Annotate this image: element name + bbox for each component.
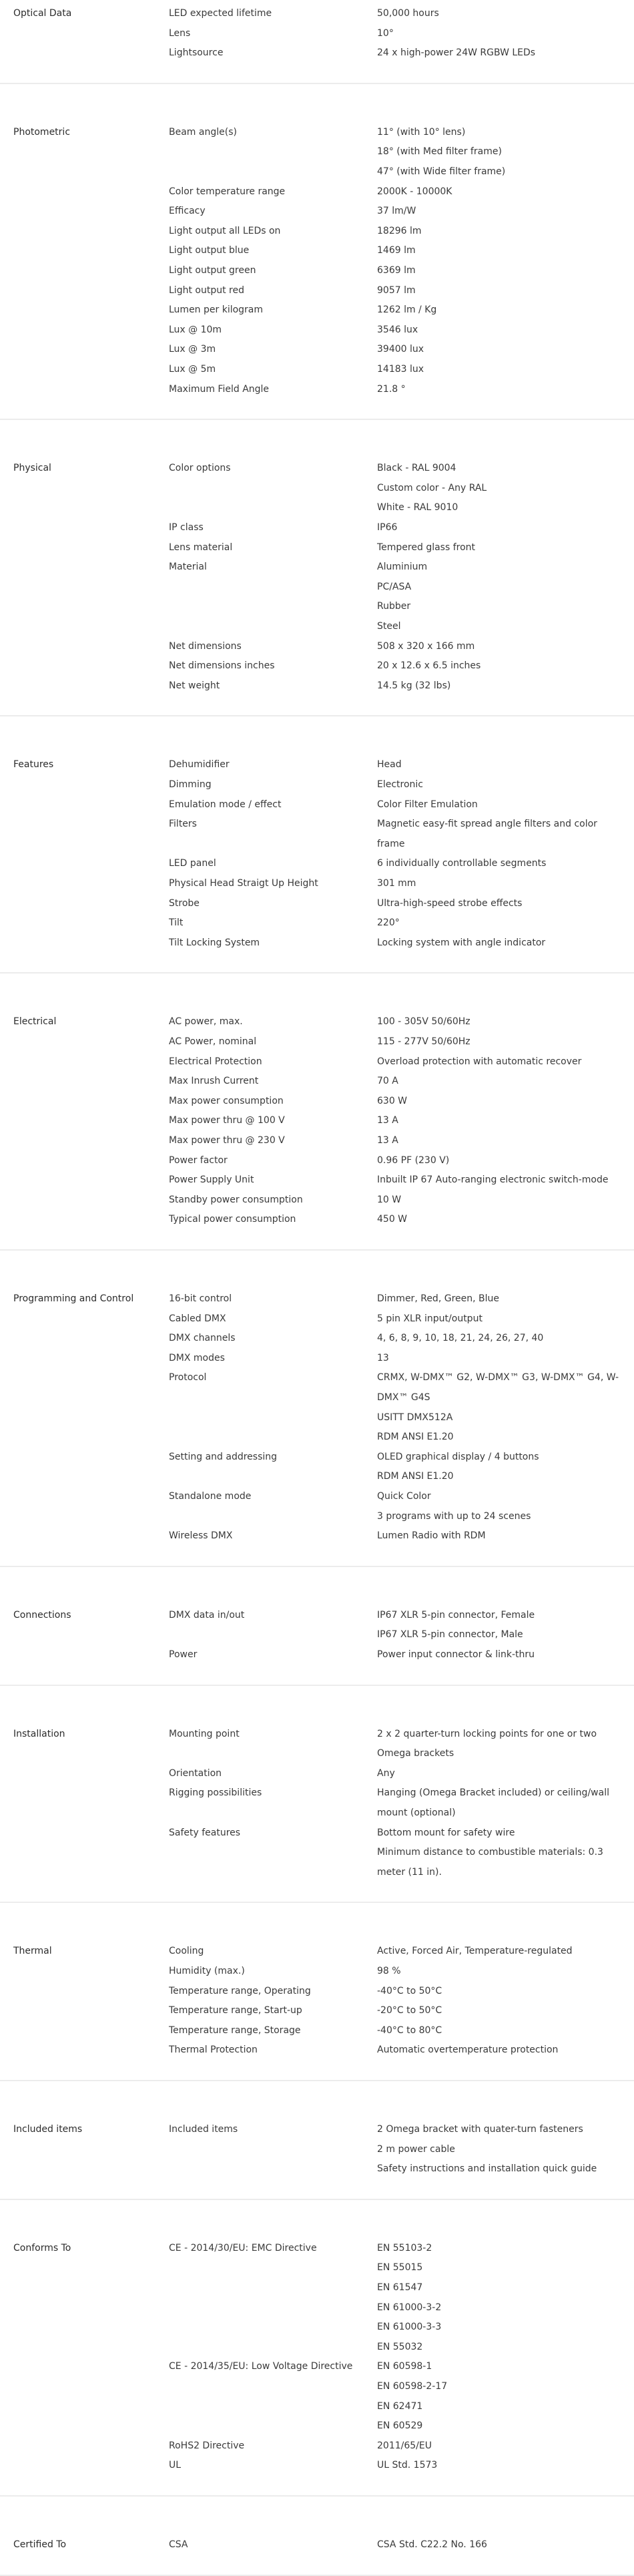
spec-section	[0, 1605, 634, 1686]
spec-label: CE - 2014/35/EU: Low Voltage Directive	[169, 2361, 353, 2372]
spec-row	[0, 2000, 634, 2020]
spec-row	[0, 913, 634, 933]
spec-value: 3 programs with up to 24 scenes	[377, 1510, 531, 1522]
spec-row	[0, 596, 634, 616]
section-title: Conforms To	[13, 2242, 71, 2253]
spec-label: Mounting point	[169, 1728, 240, 1739]
spec-value: CRMX, W-DMX™ G2, W-DMX™ G3, W-DMX™ G4, W-	[377, 1372, 619, 1383]
spec-row	[0, 1209, 634, 1229]
spec-label: 16-bit control	[169, 1293, 232, 1304]
spec-label: Electrical Protection	[169, 1056, 262, 1067]
spec-value: 450 W	[377, 1214, 408, 1225]
spec-row	[0, 1842, 634, 1862]
spec-value: Automatic overtemperature protection	[377, 2045, 559, 2056]
spec-value: Rubber	[377, 601, 411, 612]
spec-row	[0, 1190, 634, 1210]
spec-value: EN 61000-3-3	[377, 2322, 442, 2333]
spec-value: DMX™ G4S	[377, 1392, 430, 1403]
spec-section	[0, 2535, 634, 2576]
spec-value: EN 61547	[377, 2282, 423, 2293]
spec-row	[0, 1387, 634, 1408]
spec-row	[0, 775, 634, 795]
spec-label: Protocol	[169, 1372, 207, 1383]
spec-row	[0, 2356, 634, 2376]
spec-row	[0, 893, 634, 913]
spec-row	[0, 853, 634, 873]
spec-row	[0, 1091, 634, 1111]
spec-label: Tilt	[169, 917, 184, 929]
spec-label: Lens	[169, 27, 191, 39]
spec-label: Power	[169, 1649, 198, 1660]
spec-row	[0, 1447, 634, 1467]
spec-label: Efficacy	[169, 206, 206, 217]
spec-value: 14.5 kg (32 lbs)	[377, 680, 451, 691]
spec-value: Hanging (Omega Bracket included) or ceiling/wall	[377, 1787, 609, 1799]
spec-value: Steel	[377, 620, 401, 632]
spec-label: Power Supply Unit	[169, 1174, 254, 1186]
spec-section	[0, 1724, 634, 1904]
spec-value: 2 m power cable	[377, 2143, 455, 2155]
spec-row	[0, 182, 634, 202]
spec-value: 2011/65/EU	[377, 2440, 432, 2451]
spec-label: Lightsource	[169, 47, 224, 59]
spec-value: EN 60598-2-17	[377, 2380, 448, 2392]
spec-label: Lumen per kilogram	[169, 304, 264, 316]
spec-row	[0, 2119, 634, 2139]
spec-value: 5 pin XLR input/output	[377, 1313, 483, 1324]
spec-row	[0, 2396, 634, 2416]
spec-label: Cabled DMX	[169, 1313, 226, 1324]
spec-row	[0, 1803, 634, 1823]
spec-row	[0, 260, 634, 280]
spec-row	[0, 300, 634, 320]
spec-label: RoHS2 Directive	[169, 2440, 245, 2451]
spec-value: EN 55015	[377, 2262, 423, 2274]
spec-label: Net dimensions	[169, 640, 242, 652]
spec-label: AC Power, nominal	[169, 1036, 257, 1047]
spec-row	[0, 538, 634, 558]
spec-label: Rigging possibilities	[169, 1787, 262, 1799]
spec-row	[0, 1625, 634, 1645]
spec-row	[0, 1862, 634, 1882]
spec-row	[0, 1724, 634, 1744]
section-title: Thermal	[13, 1946, 52, 1957]
spec-row	[0, 280, 634, 300]
spec-label: Material	[169, 562, 207, 573]
spec-row	[0, 1150, 634, 1170]
spec-row	[0, 320, 634, 340]
spec-row	[0, 1506, 634, 1526]
spec-row	[0, 2278, 634, 2298]
spec-label: Max power thru @ 230 V	[169, 1134, 285, 1146]
spec-value: 4, 6, 8, 9, 10, 18, 21, 24, 26, 27, 40	[377, 1333, 544, 1344]
spec-row	[0, 2238, 634, 2258]
spec-section	[0, 1289, 634, 1567]
spec-label: Power factor	[169, 1154, 228, 1166]
spec-value: Minimum distance to combustible materials: 0.3	[377, 1847, 603, 1858]
spec-value: EN 60598-1	[377, 2361, 432, 2372]
spec-value: IP66	[377, 521, 398, 533]
spec-row	[0, 873, 634, 893]
spec-row	[0, 2535, 634, 2555]
spec-row	[0, 795, 634, 815]
spec-label: Net dimensions inches	[169, 660, 275, 672]
spec-value: 14183 lux	[377, 363, 424, 375]
spec-row	[0, 1645, 634, 1665]
spec-value: -40°C to 50°C	[377, 1985, 442, 1996]
spec-row	[0, 2020, 634, 2041]
spec-value: Power input connector & link-thru	[377, 1649, 535, 1660]
spec-value: White - RAL 9010	[377, 502, 458, 513]
spec-label: Temperature range, Start-up	[169, 2005, 302, 2016]
spec-label: Wireless DMX	[169, 1530, 233, 1542]
spec-row	[0, 2416, 634, 2436]
spec-value: Tempered glass front	[377, 542, 476, 553]
spec-label: Lux @ 3m	[169, 344, 216, 355]
spec-value: Magnetic easy-fit spread angle filters and color	[377, 819, 597, 830]
spec-label: Light output green	[169, 264, 256, 276]
spec-label: Dehumidifier	[169, 759, 230, 771]
spec-label: LED panel	[169, 858, 216, 869]
spec-label: Lens material	[169, 542, 233, 553]
spec-row	[0, 1130, 634, 1150]
spec-value: 2 Omega bracket with quater-turn fasteners	[377, 2124, 583, 2135]
spec-row	[0, 2159, 634, 2179]
spec-value: Bottom mount for safety wire	[377, 1827, 515, 1838]
spec-label: Max power thru @ 100 V	[169, 1115, 285, 1126]
spec-value: EN 62471	[377, 2400, 423, 2412]
spec-label: Emulation mode / effect	[169, 799, 282, 810]
spec-row	[0, 1012, 634, 1032]
spec-label: Max Inrush Current	[169, 1076, 259, 1087]
spec-label: Strobe	[169, 897, 200, 909]
spec-value: RDM ANSI E1.20	[377, 1471, 454, 1482]
spec-value: Lumen Radio with RDM	[377, 1530, 486, 1542]
spec-label: Setting and addressing	[169, 1451, 278, 1462]
section-title: Programming and Control	[13, 1293, 134, 1304]
spec-row	[0, 43, 634, 63]
spec-label: DMX modes	[169, 1352, 225, 1363]
spec-value: 6 individually controllable segments	[377, 858, 547, 869]
spec-label: Color temperature range	[169, 186, 286, 197]
spec-value: Black - RAL 9004	[377, 463, 456, 474]
spec-label: Typical power consumption	[169, 1214, 296, 1225]
spec-label: Temperature range, Operating	[169, 1985, 311, 1996]
spec-value: 20 x 12.6 x 6.5 inches	[377, 660, 481, 672]
spec-label: Safety features	[169, 1827, 241, 1838]
spec-value: PC/ASA	[377, 581, 412, 592]
spec-value: 24 x high-power 24W RGBW LEDs	[377, 47, 536, 59]
spec-value: 100 - 305V 50/60Hz	[377, 1016, 470, 1028]
spec-row	[0, 2040, 634, 2060]
spec-row	[0, 2139, 634, 2159]
spec-row	[0, 1170, 634, 1190]
spec-row	[0, 379, 634, 399]
spec-value: Overload protection with automatic recover	[377, 1056, 582, 1067]
spec-row	[0, 1981, 634, 2001]
spec-value: 0.96 PF (230 V)	[377, 1154, 450, 1166]
spec-row	[0, 142, 634, 162]
spec-row	[0, 1052, 634, 1072]
spec-value: 18296 lm	[377, 225, 422, 236]
spec-label: Lux @ 10m	[169, 324, 222, 335]
spec-row	[0, 1110, 634, 1130]
spec-label: Dimming	[169, 779, 212, 790]
spec-value: 1262 lm / Kg	[377, 304, 437, 316]
spec-label: Net weight	[169, 680, 220, 691]
spec-row	[0, 1823, 634, 1843]
spec-row	[0, 162, 634, 182]
spec-label: Beam angle(s)	[169, 126, 237, 138]
spec-row	[0, 636, 634, 656]
spec-value: 18° (with Med filter frame)	[377, 146, 502, 158]
spec-row	[0, 1032, 634, 1052]
spec-row	[0, 2376, 634, 2396]
spec-value: 47° (with Wide filter frame)	[377, 166, 506, 177]
spec-row	[0, 2298, 634, 2318]
spec-row	[0, 814, 634, 834]
spec-section	[0, 2119, 634, 2200]
spec-value: Locking system with angle indicator	[377, 937, 546, 948]
spec-row	[0, 2436, 634, 2456]
spec-label: DMX data in/out	[169, 1609, 245, 1621]
spec-label: Cooling	[169, 1946, 204, 1957]
spec-label: CE - 2014/30/EU: EMC Directive	[169, 2242, 317, 2253]
spec-row	[0, 1348, 634, 1368]
spec-value: 115 - 277V 50/60Hz	[377, 1036, 470, 1047]
spec-value: Ultra-high-speed strobe effects	[377, 897, 523, 909]
spec-label: CSA	[169, 2539, 188, 2550]
spec-label: Temperature range, Storage	[169, 2024, 301, 2036]
spec-row	[0, 23, 634, 43]
spec-value: 13 A	[377, 1134, 398, 1146]
spec-row	[0, 1605, 634, 1625]
spec-value: RDM ANSI E1.20	[377, 1432, 454, 1443]
spec-label: Tilt Locking System	[169, 937, 260, 948]
spec-label: Maximum Field Angle	[169, 383, 270, 395]
spec-label: Humidity (max.)	[169, 1965, 245, 1976]
spec-row	[0, 1783, 634, 1803]
spec-row	[0, 201, 634, 221]
spec-row	[0, 755, 634, 775]
spec-row	[0, 359, 634, 379]
spec-value: Safety instructions and installation quick guide	[377, 2163, 597, 2175]
spec-label: Filters	[169, 819, 197, 830]
spec-value: Color Filter Emulation	[377, 799, 478, 810]
spec-section	[0, 122, 634, 420]
spec-value: Any	[377, 1767, 395, 1779]
spec-row	[0, 221, 634, 241]
spec-row	[0, 616, 634, 636]
spec-row	[0, 517, 634, 538]
spec-row	[0, 557, 634, 577]
spec-row	[0, 1486, 634, 1506]
spec-value: 2 x 2 quarter-turn locking points for one or two	[377, 1728, 597, 1739]
spec-value: Aluminium	[377, 562, 428, 573]
section-title: Photometric	[13, 126, 71, 138]
spec-label: Color options	[169, 463, 231, 474]
spec-value: 98 %	[377, 1965, 401, 1976]
spec-value: 630 W	[377, 1095, 408, 1106]
spec-value: 21.8 °	[377, 383, 406, 395]
spec-row	[0, 1763, 634, 1783]
spec-value: 70 A	[377, 1076, 398, 1087]
spec-value: frame	[377, 838, 405, 849]
spec-label: UL	[169, 2460, 182, 2471]
spec-label: DMX channels	[169, 1333, 236, 1344]
spec-value: Custom color - Any RAL	[377, 482, 487, 493]
spec-row	[0, 1743, 634, 1763]
spec-value: Dimmer, Red, Green, Blue	[377, 1293, 499, 1304]
spec-section	[0, 755, 634, 974]
spec-section	[0, 3, 634, 84]
spec-label: Physical Head Straigt Up Height	[169, 877, 318, 889]
spec-value: 301 mm	[377, 877, 416, 889]
spec-value: 3546 lux	[377, 324, 418, 335]
spec-label: Light output all LEDs on	[169, 225, 281, 236]
spec-value: 1469 lm	[377, 245, 416, 256]
spec-label: Max power consumption	[169, 1095, 284, 1106]
spec-row	[0, 458, 634, 478]
spec-value: Electronic	[377, 779, 424, 790]
spec-row	[0, 1941, 634, 1961]
spec-value: USITT DMX512A	[377, 1412, 453, 1423]
spec-value: 10°	[377, 27, 394, 39]
spec-row	[0, 497, 634, 517]
spec-label: LED expected lifetime	[169, 8, 272, 19]
section-title: Included items	[13, 2124, 83, 2135]
spec-value: EN 55103-2	[377, 2242, 432, 2253]
spec-row	[0, 834, 634, 854]
spec-value: 13 A	[377, 1115, 398, 1126]
spec-value: 508 x 320 x 166 mm	[377, 640, 475, 652]
spec-row	[0, 1961, 634, 1981]
spec-row	[0, 1526, 634, 1546]
spec-value: EN 55032	[377, 2341, 423, 2352]
spec-value: mount (optional)	[377, 1807, 456, 1818]
spec-label: Light output red	[169, 284, 244, 296]
spec-value: Active, Forced Air, Temperature-regulated	[377, 1946, 573, 1957]
spec-value: 13	[377, 1352, 389, 1363]
spec-row	[0, 1289, 634, 1309]
spec-label: Standby power consumption	[169, 1194, 303, 1205]
spec-label: Lux @ 5m	[169, 363, 216, 375]
spec-row	[0, 2455, 634, 2475]
spec-value: 39400 lux	[377, 344, 424, 355]
spec-row	[0, 1367, 634, 1387]
spec-value: UL Std. 1573	[377, 2460, 438, 2471]
spec-row	[0, 676, 634, 696]
spec-value: IP67 XLR 5-pin connector, Female	[377, 1609, 535, 1621]
spec-value: -20°C to 50°C	[377, 2005, 442, 2016]
spec-row	[0, 122, 634, 142]
spec-row	[0, 240, 634, 260]
section-title: Certified To	[13, 2539, 67, 2550]
spec-value: CSA Std. C22.2 No. 166	[377, 2539, 487, 2550]
spec-value: EN 61000-3-2	[377, 2302, 442, 2313]
spec-value: Quick Color	[377, 1491, 431, 1502]
spec-row	[0, 3, 634, 23]
spec-value: 37 lm/W	[377, 206, 416, 217]
spec-row	[0, 2258, 634, 2278]
spec-section	[0, 1941, 634, 2081]
spec-section	[0, 1012, 634, 1251]
spec-label: Light output blue	[169, 245, 250, 256]
spec-label: Included items	[169, 2124, 238, 2135]
spec-label: Standalone mode	[169, 1491, 252, 1502]
section-title: Connections	[13, 1609, 71, 1621]
spec-row	[0, 339, 634, 359]
spec-row	[0, 478, 634, 498]
section-title: Electrical	[13, 1016, 57, 1028]
section-title: Physical	[13, 463, 51, 474]
spec-value: 6369 lm	[377, 264, 416, 276]
spec-row	[0, 2337, 634, 2357]
spec-value: -40°C to 80°C	[377, 2024, 442, 2036]
spec-section	[0, 2238, 634, 2497]
spec-value: 11° (with 10° lens)	[377, 126, 466, 138]
spec-value: Inbuilt IP 67 Auto-ranging electronic switch-mode	[377, 1174, 609, 1186]
spec-row	[0, 656, 634, 676]
spec-row	[0, 1309, 634, 1329]
spec-value: Omega brackets	[377, 1748, 454, 1759]
spec-value: 2000K - 10000K	[377, 186, 452, 197]
spec-value: 10 W	[377, 1194, 402, 1205]
spec-row	[0, 1466, 634, 1486]
spec-label: Orientation	[169, 1767, 222, 1779]
spec-value: IP67 XLR 5-pin connector, Male	[377, 1629, 523, 1641]
spec-label: AC power, max.	[169, 1016, 243, 1028]
spec-row	[0, 933, 634, 953]
spec-value: 220°	[377, 917, 400, 929]
spec-row	[0, 1328, 634, 1348]
section-title: Features	[13, 759, 54, 771]
spec-label: Thermal Protection	[169, 2045, 258, 2056]
spec-value: 9057 lm	[377, 284, 416, 296]
section-title: Installation	[13, 1728, 65, 1739]
spec-row	[0, 1071, 634, 1091]
spec-value: EN 60529	[377, 2420, 423, 2432]
spec-row	[0, 2317, 634, 2337]
spec-value: OLED graphical display / 4 buttons	[377, 1451, 539, 1462]
spec-value: 50,000 hours	[377, 8, 439, 19]
spec-row	[0, 577, 634, 597]
spec-value: Head	[377, 759, 402, 771]
spec-section	[0, 458, 634, 716]
spec-row	[0, 1427, 634, 1447]
spec-label: IP class	[169, 521, 204, 533]
spec-row	[0, 1408, 634, 1428]
spec-value: meter (11 in).	[377, 1866, 442, 1878]
section-title: Optical Data	[13, 8, 72, 19]
